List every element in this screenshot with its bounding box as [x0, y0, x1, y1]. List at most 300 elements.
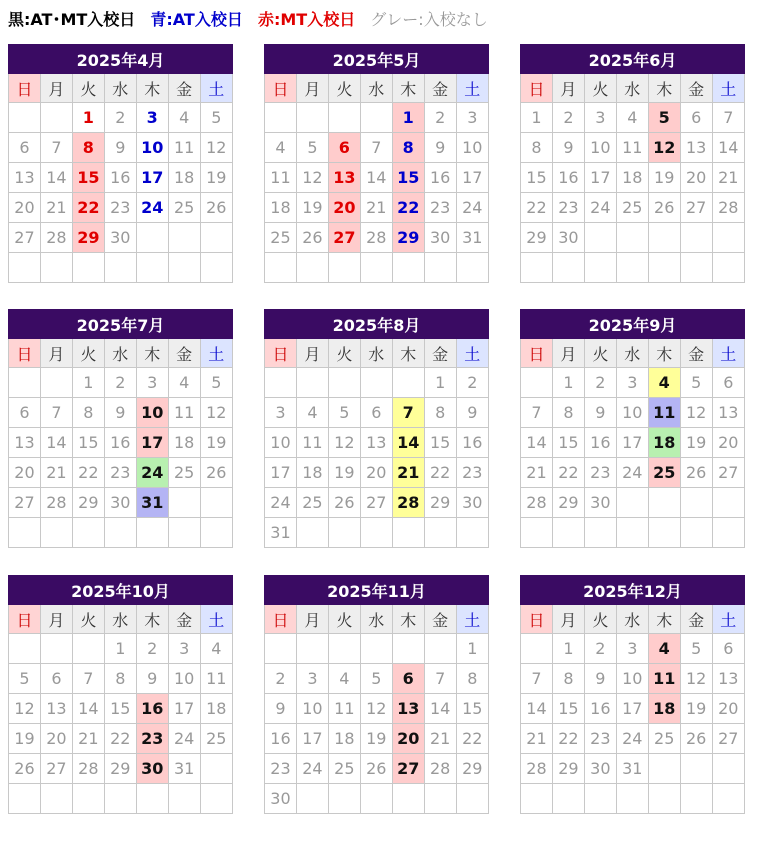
- empty-cell: [392, 253, 424, 283]
- weekday-header: 金: [680, 339, 712, 368]
- weekday-header: 木: [136, 339, 168, 368]
- day-cell: 23: [104, 193, 136, 223]
- week-row: [9, 488, 233, 518]
- empty-cell: [265, 253, 297, 283]
- day-cell: 4: [200, 634, 232, 664]
- weekday-header: 火: [584, 605, 616, 634]
- empty-cell: [616, 784, 648, 814]
- day-cell: 15: [72, 163, 104, 193]
- weekday-header: 火: [584, 339, 616, 368]
- empty-cell: [392, 368, 424, 398]
- day-cell: 19: [200, 428, 232, 458]
- day-cell: 10: [265, 428, 297, 458]
- weekday-header: 月: [296, 74, 328, 103]
- day-cell: 19: [680, 694, 712, 724]
- day-cell: 30: [552, 223, 584, 253]
- day-cell: 6: [40, 664, 72, 694]
- day-cell: 8: [392, 133, 424, 163]
- empty-cell: [168, 518, 200, 548]
- day-cell: 22: [104, 724, 136, 754]
- weekday-header: 月: [552, 74, 584, 103]
- day-cell: 13: [392, 694, 424, 724]
- day-cell: 24: [136, 458, 168, 488]
- day-cell: 3: [456, 103, 488, 133]
- day-cell: 28: [40, 223, 72, 253]
- day-cell: 18: [296, 458, 328, 488]
- empty-cell: [648, 253, 680, 283]
- day-cell: 21: [521, 724, 553, 754]
- day-cell: 6: [392, 664, 424, 694]
- month-calendar: [520, 575, 745, 814]
- day-cell: 21: [360, 193, 392, 223]
- empty-cell: [296, 103, 328, 133]
- day-cell: 25: [648, 724, 680, 754]
- day-cell: 28: [40, 488, 72, 518]
- day-cell: 9: [424, 133, 456, 163]
- day-cell: 6: [328, 133, 360, 163]
- week-row: [265, 103, 489, 133]
- weekday-header: 水: [104, 605, 136, 634]
- week-row: [9, 103, 233, 133]
- day-cell: 28: [392, 488, 424, 518]
- day-cell: 22: [72, 458, 104, 488]
- day-cell: 2: [584, 368, 616, 398]
- month-title: 2025年7月: [9, 310, 233, 339]
- day-cell: 31: [456, 223, 488, 253]
- day-cell: 3: [296, 664, 328, 694]
- weekday-header: 火: [72, 605, 104, 634]
- day-cell: 18: [648, 694, 680, 724]
- week-row: [265, 724, 489, 754]
- week-row: [521, 664, 745, 694]
- day-cell: 6: [712, 634, 744, 664]
- legend-black: 黒:AT･MT入校日: [8, 10, 136, 29]
- weekday-header: 火: [328, 339, 360, 368]
- day-cell: 17: [296, 724, 328, 754]
- day-cell: 5: [648, 103, 680, 133]
- day-cell: 19: [360, 724, 392, 754]
- day-cell: 31: [265, 518, 297, 548]
- empty-cell: [712, 754, 744, 784]
- empty-cell: [72, 253, 104, 283]
- day-cell: 14: [521, 694, 553, 724]
- day-cell: 29: [552, 488, 584, 518]
- day-cell: 12: [328, 428, 360, 458]
- week-row: [265, 428, 489, 458]
- week-row: [9, 163, 233, 193]
- week-row: [9, 193, 233, 223]
- day-cell: 10: [296, 694, 328, 724]
- empty-cell: [616, 518, 648, 548]
- day-cell: 16: [584, 694, 616, 724]
- empty-cell: [648, 754, 680, 784]
- month-title: 2025年11月: [265, 576, 489, 605]
- day-cell: 10: [136, 133, 168, 163]
- empty-cell: [521, 634, 553, 664]
- empty-cell: [168, 253, 200, 283]
- day-cell: 11: [168, 133, 200, 163]
- day-cell: 10: [456, 133, 488, 163]
- day-cell: 2: [584, 634, 616, 664]
- day-cell: 19: [296, 193, 328, 223]
- day-cell: 5: [360, 664, 392, 694]
- empty-cell: [168, 223, 200, 253]
- week-row: [265, 223, 489, 253]
- day-cell: 20: [9, 458, 41, 488]
- day-cell: 23: [552, 193, 584, 223]
- day-cell: 21: [712, 163, 744, 193]
- day-cell: 10: [616, 664, 648, 694]
- day-cell: 2: [265, 664, 297, 694]
- day-cell: 5: [328, 398, 360, 428]
- day-cell: 8: [552, 398, 584, 428]
- day-cell: 9: [104, 133, 136, 163]
- month-calendar: [264, 575, 489, 814]
- day-cell: 28: [712, 193, 744, 223]
- day-cell: 19: [648, 163, 680, 193]
- empty-cell: [200, 518, 232, 548]
- day-cell: 27: [680, 193, 712, 223]
- empty-cell: [712, 488, 744, 518]
- day-cell: 29: [104, 754, 136, 784]
- empty-cell: [9, 518, 41, 548]
- weekday-header: 土: [456, 74, 488, 103]
- weekday-header: 月: [552, 605, 584, 634]
- day-cell: 26: [200, 193, 232, 223]
- day-cell: 26: [680, 458, 712, 488]
- day-cell: 17: [616, 428, 648, 458]
- day-cell: 3: [616, 368, 648, 398]
- day-cell: 22: [424, 458, 456, 488]
- day-cell: 18: [168, 163, 200, 193]
- day-cell: 29: [552, 754, 584, 784]
- day-cell: 7: [521, 398, 553, 428]
- week-row: [521, 518, 745, 548]
- day-cell: 14: [712, 133, 744, 163]
- day-cell: 9: [584, 398, 616, 428]
- day-cell: 17: [265, 458, 297, 488]
- week-row: [265, 488, 489, 518]
- empty-cell: [9, 634, 41, 664]
- month-calendar: [520, 44, 745, 283]
- week-row: [521, 754, 745, 784]
- empty-cell: [328, 253, 360, 283]
- weekday-header: 火: [328, 74, 360, 103]
- day-cell: 7: [424, 664, 456, 694]
- week-row: [521, 458, 745, 488]
- empty-cell: [296, 253, 328, 283]
- empty-cell: [616, 488, 648, 518]
- week-row: [9, 634, 233, 664]
- day-cell: 12: [9, 694, 41, 724]
- weekday-header: 日: [521, 74, 553, 103]
- day-cell: 15: [552, 694, 584, 724]
- empty-cell: [136, 784, 168, 814]
- day-cell: 15: [424, 428, 456, 458]
- day-cell: 27: [392, 754, 424, 784]
- empty-cell: [200, 754, 232, 784]
- empty-cell: [296, 634, 328, 664]
- week-row: [265, 754, 489, 784]
- day-cell: 16: [424, 163, 456, 193]
- week-row: [9, 253, 233, 283]
- day-cell: 19: [328, 458, 360, 488]
- day-cell: 3: [616, 634, 648, 664]
- week-row: [521, 488, 745, 518]
- day-cell: 6: [680, 103, 712, 133]
- day-cell: 14: [40, 163, 72, 193]
- empty-cell: [40, 784, 72, 814]
- empty-cell: [40, 634, 72, 664]
- empty-cell: [72, 784, 104, 814]
- day-cell: 3: [265, 398, 297, 428]
- day-cell: 12: [680, 398, 712, 428]
- day-cell: 11: [200, 664, 232, 694]
- day-cell: 21: [424, 724, 456, 754]
- day-cell: 4: [616, 103, 648, 133]
- day-cell: 27: [9, 223, 41, 253]
- week-row: [265, 634, 489, 664]
- day-cell: 13: [9, 163, 41, 193]
- empty-cell: [712, 784, 744, 814]
- day-cell: 9: [456, 398, 488, 428]
- weekday-header: 月: [40, 74, 72, 103]
- empty-cell: [392, 518, 424, 548]
- empty-cell: [360, 103, 392, 133]
- weekday-header: 水: [616, 339, 648, 368]
- weekday-header: 木: [392, 605, 424, 634]
- week-row: [265, 163, 489, 193]
- day-cell: 25: [616, 193, 648, 223]
- day-cell: 28: [521, 754, 553, 784]
- day-cell: 2: [136, 634, 168, 664]
- empty-cell: [40, 253, 72, 283]
- day-cell: 1: [424, 368, 456, 398]
- day-cell: 19: [680, 428, 712, 458]
- empty-cell: [265, 368, 297, 398]
- day-cell: 20: [328, 193, 360, 223]
- day-cell: 15: [392, 163, 424, 193]
- day-cell: 30: [584, 488, 616, 518]
- day-cell: 16: [584, 428, 616, 458]
- day-cell: 12: [648, 133, 680, 163]
- week-row: [265, 193, 489, 223]
- day-cell: 30: [424, 223, 456, 253]
- day-cell: 24: [616, 724, 648, 754]
- day-cell: 9: [265, 694, 297, 724]
- weekday-header: 土: [712, 74, 744, 103]
- month-calendar: [520, 309, 745, 548]
- empty-cell: [521, 368, 553, 398]
- day-cell: 19: [200, 163, 232, 193]
- day-cell: 17: [168, 694, 200, 724]
- day-cell: 8: [521, 133, 553, 163]
- day-cell: 16: [552, 163, 584, 193]
- weekday-header: 日: [521, 605, 553, 634]
- day-cell: 6: [360, 398, 392, 428]
- day-cell: 15: [521, 163, 553, 193]
- weekday-header: 日: [9, 74, 41, 103]
- week-row: [9, 458, 233, 488]
- day-cell: 22: [521, 193, 553, 223]
- empty-cell: [424, 518, 456, 548]
- day-cell: 15: [72, 428, 104, 458]
- weekday-header: 火: [72, 339, 104, 368]
- week-row: [9, 518, 233, 548]
- day-cell: 9: [136, 664, 168, 694]
- week-row: [9, 398, 233, 428]
- empty-cell: [9, 368, 41, 398]
- empty-cell: [9, 253, 41, 283]
- week-row: [265, 664, 489, 694]
- empty-cell: [360, 368, 392, 398]
- day-cell: 30: [456, 488, 488, 518]
- weekday-header: 日: [265, 74, 297, 103]
- day-cell: 14: [40, 428, 72, 458]
- day-cell: 16: [104, 163, 136, 193]
- day-cell: 1: [72, 368, 104, 398]
- day-cell: 12: [360, 694, 392, 724]
- day-cell: 25: [328, 754, 360, 784]
- empty-cell: [72, 634, 104, 664]
- week-row: [9, 133, 233, 163]
- day-cell: 22: [552, 458, 584, 488]
- day-cell: 13: [360, 428, 392, 458]
- day-cell: 16: [265, 724, 297, 754]
- weekday-header: 金: [424, 605, 456, 634]
- empty-cell: [136, 253, 168, 283]
- weekday-header: 土: [456, 339, 488, 368]
- week-row: [9, 754, 233, 784]
- day-cell: 9: [104, 398, 136, 428]
- month-title: 2025年9月: [521, 310, 745, 339]
- day-cell: 20: [40, 724, 72, 754]
- week-row: [9, 694, 233, 724]
- weekday-header: 金: [424, 339, 456, 368]
- month-calendar: [8, 309, 233, 548]
- empty-cell: [521, 253, 553, 283]
- empty-cell: [552, 518, 584, 548]
- day-cell: 21: [40, 193, 72, 223]
- empty-cell: [72, 518, 104, 548]
- day-cell: 2: [104, 103, 136, 133]
- day-cell: 25: [648, 458, 680, 488]
- day-cell: 29: [456, 754, 488, 784]
- day-cell: 7: [521, 664, 553, 694]
- day-cell: 29: [424, 488, 456, 518]
- empty-cell: [456, 784, 488, 814]
- day-cell: 1: [552, 634, 584, 664]
- month-title: 2025年10月: [9, 576, 233, 605]
- weekday-header: 火: [584, 74, 616, 103]
- day-cell: 15: [552, 428, 584, 458]
- day-cell: 5: [200, 368, 232, 398]
- day-cell: 8: [72, 398, 104, 428]
- month-calendar: [264, 309, 489, 548]
- empty-cell: [648, 784, 680, 814]
- day-cell: 22: [392, 193, 424, 223]
- empty-cell: [328, 634, 360, 664]
- day-cell: 13: [40, 694, 72, 724]
- day-cell: 3: [168, 634, 200, 664]
- empty-cell: [680, 518, 712, 548]
- day-cell: 17: [136, 163, 168, 193]
- empty-cell: [616, 223, 648, 253]
- day-cell: 7: [360, 133, 392, 163]
- week-row: [521, 193, 745, 223]
- day-cell: 25: [168, 458, 200, 488]
- week-row: [9, 223, 233, 253]
- day-cell: 18: [200, 694, 232, 724]
- weekday-header: 月: [552, 339, 584, 368]
- day-cell: 30: [136, 754, 168, 784]
- month-calendar: [264, 44, 489, 283]
- day-cell: 26: [9, 754, 41, 784]
- day-cell: 24: [136, 193, 168, 223]
- day-cell: 6: [9, 133, 41, 163]
- weekday-header: 火: [328, 605, 360, 634]
- day-cell: 26: [200, 458, 232, 488]
- day-cell: 17: [136, 428, 168, 458]
- empty-cell: [712, 253, 744, 283]
- day-cell: 5: [9, 664, 41, 694]
- day-cell: 30: [104, 223, 136, 253]
- day-cell: 1: [521, 103, 553, 133]
- weekday-header: 木: [136, 605, 168, 634]
- day-cell: 8: [456, 664, 488, 694]
- day-cell: 29: [392, 223, 424, 253]
- day-cell: 21: [72, 724, 104, 754]
- day-cell: 27: [40, 754, 72, 784]
- weekday-header: 水: [360, 605, 392, 634]
- weekday-header: 月: [296, 605, 328, 634]
- day-cell: 25: [265, 223, 297, 253]
- day-cell: 11: [648, 664, 680, 694]
- weekday-header: 水: [104, 339, 136, 368]
- day-cell: 25: [200, 724, 232, 754]
- empty-cell: [296, 518, 328, 548]
- empty-cell: [392, 784, 424, 814]
- weekday-header: 金: [424, 74, 456, 103]
- weekday-header: 土: [200, 339, 232, 368]
- day-cell: 7: [40, 133, 72, 163]
- empty-cell: [200, 784, 232, 814]
- empty-cell: [168, 488, 200, 518]
- week-row: [265, 458, 489, 488]
- weekday-header: 土: [456, 605, 488, 634]
- day-cell: 23: [136, 724, 168, 754]
- day-cell: 27: [712, 724, 744, 754]
- day-cell: 28: [521, 488, 553, 518]
- day-cell: 29: [521, 223, 553, 253]
- day-cell: 12: [200, 133, 232, 163]
- empty-cell: [680, 223, 712, 253]
- day-cell: 24: [265, 488, 297, 518]
- day-cell: 18: [328, 724, 360, 754]
- day-cell: 4: [168, 103, 200, 133]
- day-cell: 1: [104, 634, 136, 664]
- month-title: 2025年5月: [265, 45, 489, 74]
- weekday-header: 土: [712, 339, 744, 368]
- weekday-header: 月: [296, 339, 328, 368]
- day-cell: 16: [136, 694, 168, 724]
- week-row: [521, 398, 745, 428]
- day-cell: 14: [424, 694, 456, 724]
- day-cell: 13: [680, 133, 712, 163]
- empty-cell: [360, 253, 392, 283]
- week-row: [521, 133, 745, 163]
- day-cell: 15: [104, 694, 136, 724]
